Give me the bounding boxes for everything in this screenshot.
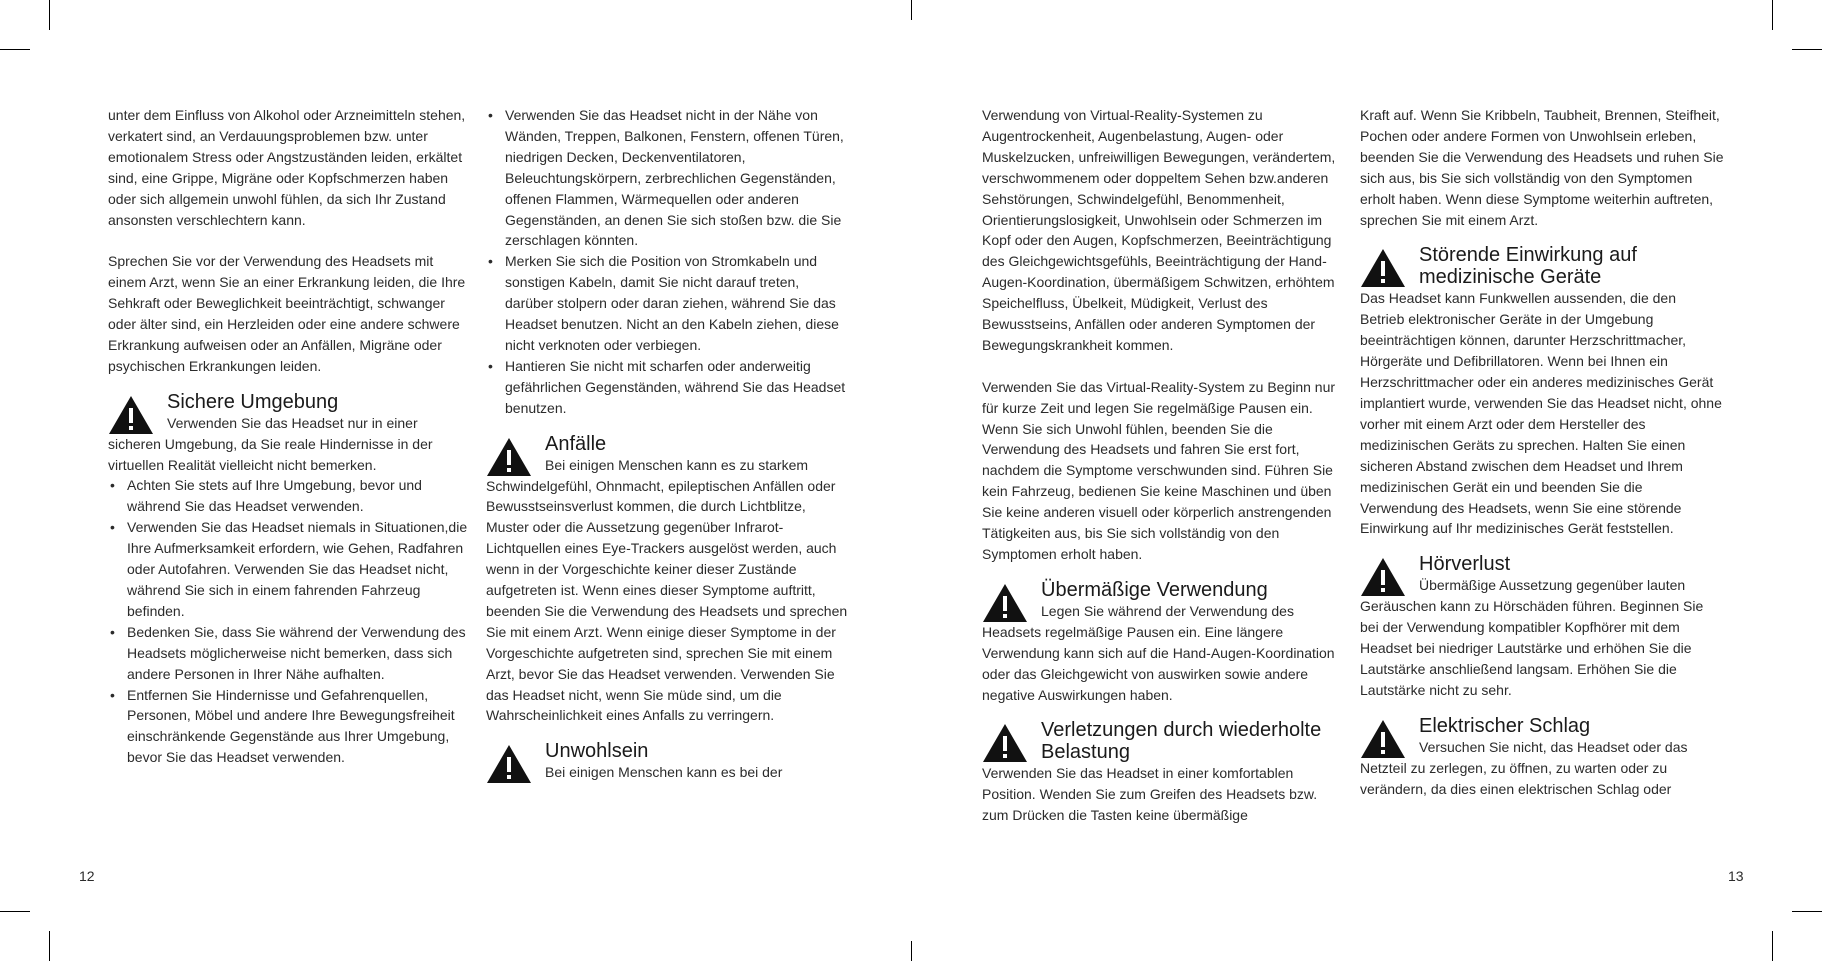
warning-icon [982,583,1028,623]
list-item: • Entfernen Sie Hindernisse und Gefahrenquellen, Personen, Möbel und andere Ihre Bewegungsfreiheit einschränkende Gegenstände aus Ihrer Umgebung, bevor Sie das Headset verwenden. [108,685,472,769]
intro-paragraph: Kraft auf. Wenn Sie Kribbeln, Taubheit, Brennen, Steifheit, Pochen oder andere Formen von Unwohlsein erleben, beenden Sie die Verwendung des Headsets und ruhen Sie sich aus, bis Sie sich vollständig von den Symptomen erholt haben. Wenn diese Symptome weiterhin auftreten, sprechen Sie mit einem Arzt. [1360,107,1724,228]
section-text: Legen Sie während der Verwendung des [1041,602,1294,619]
section-text: Das Headset kann Funkwellen aussenden, die den Betrieb elektronischer Geräte in der Umgebung beeinträchtigen können, darunter Herzschrittmacher, Hörgeräte und Defibrillatoren. Wenn bei Ihnen ein Herzschrittmacher oder ein anderes medizinisches Gerät implantiert wurde, verwenden Sie das Headset nicht, ohne vorher mit einem Arzt oder dem Hersteller des medizinischen Geräts zu sprechen. Halten Sie einen sicheren Abstand zwischen dem Headset und Ihrem medizinischen Gerät ein und beenden Sie die Verwendung des Headsets, wenn Sie eine störende Einwirkung auf Ihr medizinisches Gerät feststellen. [1360,290,1722,537]
section-text: Geräuschen kann zu Hörschäden führen. Beginnen Sie bei der Verwendung kompatibler Kopfhörer mit dem Headset bei niedriger Lautstärke und erhöhen Sie die Lautstärke anschließend langsam. Erhöhen Sie die Lautstärke nicht zu sehr. [1360,598,1704,698]
warning-icon [108,395,154,435]
column-3 [982,105,1346,826]
section-text: Verwenden Sie das Headset nur in einer [167,414,418,431]
crop-mark [0,49,30,50]
section-title: Störende Einwirkung auf medizinische Geräte [1419,244,1637,289]
warning-icon [486,744,532,784]
section-text: Bei einigen Menschen kann es zu starkem [545,456,809,473]
intro-paragraph: Verwendung von Virtual-Reality-Systemen zu Augentrockenheit, Augenbelastung, Augen- oder Muskelzucken, unfreiwilligen Bewegungen, verändertem, verschwommenem oder doppeltem Sehen bzw.anderen Sehstörungen, Schwindelgefühl, Benommenheit, Orientierungslosigkeit, Unwohlsein oder Schmerzen im Kopf oder den Augen, Kopfschmerzen, Beeinträchtigung des Gleichgewichtsgefühls, Beeinträchtigung der Hand-Augen-Koordination, übermäßigem Schwitzen, erhöhtem Speichelfluss, Übelkeit, Müdigkeit, Verlust des Bewusstseins, Anfällen oder anderen Symptomen der Bewegungskrankheit kommen. [982,107,1336,353]
section-seizures [486,433,850,727]
bullet-list [486,105,850,419]
warning-icon [1360,248,1406,288]
section-text: sicheren Umgebung, da Sie reale Hindernisse in der virtuellen Realität vielleicht nicht bemerken. [108,435,433,473]
section-text: Headsets regelmäßige Pausen ein. Eine längere Verwendung kann sich auf die Hand-Augen-Koordination oder das Gleichgewicht von auswirken sowie andere negative Auswirkungen haben. [982,623,1335,703]
list-item: • Hantieren Sie nicht mit scharfen oder anderweitig gefährlichen Gegenständen, während Sie das Headset benutzen. [486,356,850,419]
page-number-right: 13 [1728,868,1744,884]
section-text: Übermäßige Aussetzung gegenüber lauten [1419,577,1686,594]
section-text: Netzteil zu zerlegen, zu öffnen, zu warten oder zu verändern, da dies einen elektrischen Schlag oder [1360,759,1672,797]
crop-mark [1772,0,1773,30]
crop-mark [1772,931,1773,961]
section-text: Verwenden Sie das Headset in einer komfortablen Position. Wenden Sie zum Greifen des Headsets bzw. zum Drücken die Tasten keine übermäßige [982,765,1318,824]
crop-mark [1792,911,1822,912]
crop-mark [49,0,50,30]
bullet-list [108,475,472,768]
list-item: • Bedenken Sie, dass Sie während der Verwendung des Headsets möglicherweise nicht bemerken, dass sich andere Personen in Ihrer Nähe aufhalten. [108,622,472,685]
list-item: • Verwenden Sie das Headset niemals in Situationen,die Ihre Aufmerksamkeit erfordern, wie Gehen, Radfahren oder Autofahren. Verwenden Sie das Headset nicht, während Sie sich in einem fahrenden Fahrzeug befinden. [108,517,472,622]
usage-paragraph: Verwenden Sie das Virtual-Reality-System zu Beginn nur für kurze Zeit und legen Sie regelmäßige Pausen ein. Wenn Sie sich Unwohl fühlen, beenden Sie die Verwendung des Headsets und fahren Sie erst fort, nachdem die Symptome verschwunden sind. Führen Sie kein Fahrzeug, bedienen Sie keine Maschinen und üben Sie keine anderen visuell oder körperlich anstrengenden Tätigkeiten aus, bis Sie sich vollständig von den Symptomen erholt haben. [982,378,1336,563]
crop-mark [911,0,912,20]
crop-mark [49,931,50,961]
doctor-paragraph: Sprechen Sie vor der Verwendung des Headsets mit einem Arzt, wenn Sie an einer Erkrankung leiden, die Ihre Sehkraft oder Beweglichkeit beeinträchtigt, schwanger oder älter sind, ein Herzleiden oder eine andere schwere Erkrankung aufweisen oder an Anfällen, Migräne oder psychischen Erkrankungen leiden. [108,253,466,374]
section-electric-shock [1360,715,1724,800]
crop-mark [911,941,912,961]
section-title: Sichere Umgebung [167,390,339,413]
section-discomfort [486,740,850,783]
warning-icon [1360,557,1406,597]
section-medical-interference [1360,244,1724,539]
section-hearing-loss [1360,553,1724,700]
column-2 [486,105,850,783]
crop-mark [0,911,30,912]
list-item: • Achten Sie stets auf Ihre Umgebung, bevor und während Sie das Headset verwenden. [108,475,472,517]
section-text: Bei einigen Menschen kann es bei der [545,764,783,781]
section-repetitive-strain [982,719,1346,826]
page-number-left: 12 [79,868,95,884]
section-title: Übermäßige Verwendung [1041,578,1268,601]
warning-icon [486,437,532,477]
intro-paragraph: unter dem Einfluss von Alkohol oder Arzneimitteln stehen, verkatert sind, an Verdauungsproblemen bzw. unter emotionalem Stress oder Angstzuständen leiden, erkältet sind, eine Grippe, Migräne oder Kopfschmerzen haben oder sich allgemein unwohl fühlen, da sich Ihr Zustand ansonsten verschlechtern kann. [108,107,466,228]
warning-icon [982,723,1028,763]
list-item: • Verwenden Sie das Headset nicht in der Nähe von Wänden, Treppen, Balkonen, Fenstern, offenen Türen, niedrigen Decken, Deckenventilatoren, Beleuchtungskörpern, zerbrechlichen Gegenständen, offenen Flammen, Wärmequellen oder anderen Gegenständen, an denen Sie sich stoßen bzw. die Sie zerschlagen könnten. [486,105,850,251]
section-title: Anfälle [545,432,607,455]
section-text: Schwindelgefühl, Ohnmacht, epileptischen Anfällen oder Bewusstseinsverlust kommen, die durch Lichtblitze, Muster oder die Aussetzung gegenüber Infrarot-Lichtquellen eines Eye-Trackers ausgelöst werden, auch wenn in der Vorgeschichte keiner dieser Zustände aufgetreten ist. Wenn eines dieser Symptome auftritt, beenden Sie die Verwendung des Headsets und sprechen Sie mit einem Arzt. Wenn einige dieser Symptome in der Vorgeschichte aufgetreten sind, sprechen Sie mit einem Arzt, bevor Sie das Headset verwenden. Verwenden Sie das Headset nicht, wenn Sie müde sind, um die Wahrscheinlichkeit eines Anfalls zu verringern. [486,477,848,724]
section-title: Unwohlsein [545,740,649,763]
column-1 [108,105,472,768]
section-overuse [982,579,1346,706]
section-safe-environment [108,391,472,768]
list-item: • Merken Sie sich die Position von Stromkabeln und sonstigen Kabeln, damit Sie nicht darauf treten, darüber stolpern oder daran ziehen, während Sie das Headset benutzen. Nicht an den Kabeln ziehen, diese nicht verknoten oder verbiegen. [486,251,850,356]
section-text: Versuchen Sie nicht, das Headset oder das [1419,738,1688,755]
section-title: Verletzungen durch wiederholte Belastung [1041,719,1322,764]
crop-mark [1792,49,1822,50]
warning-icon [1360,719,1406,759]
section-title: Elektrischer Schlag [1419,714,1591,737]
column-4 [1360,105,1724,799]
section-title: Hörverlust [1419,553,1511,576]
